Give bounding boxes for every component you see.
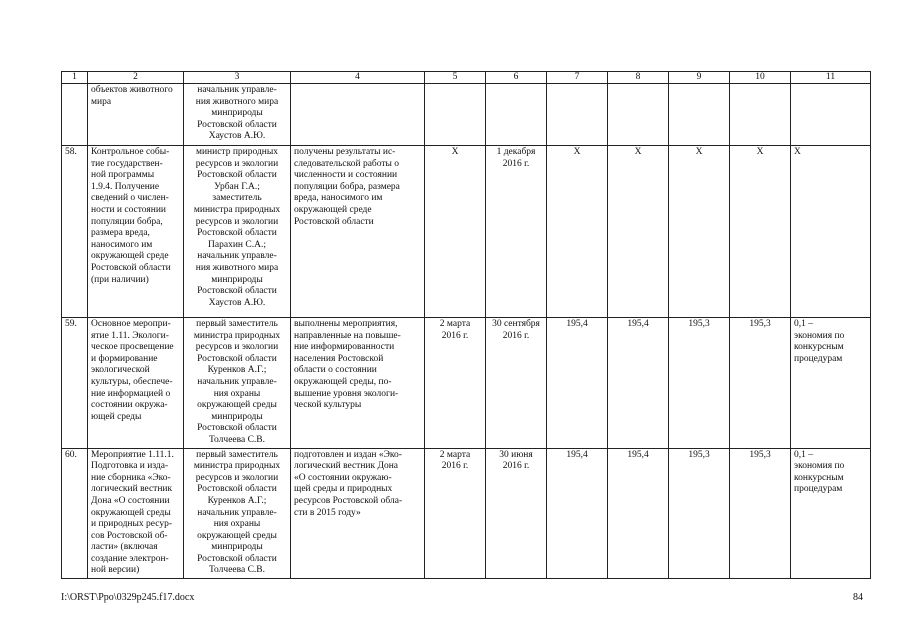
cell-responsible: министр природных ресурсов и экологии Ростовской области Урбан Г.А.; заместитель министра природных ресурсов и экологии Ростовской области Парахин С.А.; начальник управле- ния животного мира минприроды Ростовской области Хаустов А.Ю. bbox=[184, 146, 291, 318]
table-row bbox=[62, 318, 871, 449]
header-cell: 5 bbox=[425, 72, 486, 84]
cell-col11: 0,1 – экономия по конкурсным процедурам bbox=[791, 448, 871, 579]
cell-responsible: начальник управле- ния животного мира минприроды Ростовской области Хаустов А.Ю. bbox=[184, 84, 291, 146]
cell-col7: X bbox=[547, 146, 608, 318]
cell-col7: 195,4 bbox=[547, 318, 608, 449]
cell-col8: X bbox=[608, 146, 669, 318]
header-cell: 10 bbox=[730, 72, 791, 84]
cell-end-date: 30 июня 2016 г. bbox=[486, 448, 547, 579]
continuation-row bbox=[62, 84, 871, 146]
cell-col5 bbox=[425, 84, 486, 146]
cell-end-date: 1 декабря 2016 г. bbox=[486, 146, 547, 318]
header-cell: 7 bbox=[547, 72, 608, 84]
cell-result: подготовлен и издан «Эко- логический вестник Дона «О состоянии окружаю- щей среды и природных ресурсов Ростовской обла- сти в 2015 году» bbox=[291, 448, 425, 579]
footer-file-path: I:\ORST\Ppo\0329p245.f17.docx bbox=[61, 592, 195, 603]
table-row bbox=[62, 448, 871, 579]
table-header-row bbox=[62, 72, 871, 84]
header-cell: 8 bbox=[608, 72, 669, 84]
cell-col9: 195,3 bbox=[669, 448, 730, 579]
cell-col8: 195,4 bbox=[608, 448, 669, 579]
cell-col10: X bbox=[730, 146, 791, 318]
cell-col11 bbox=[791, 84, 871, 146]
table-row bbox=[62, 146, 871, 318]
cell-col6 bbox=[486, 84, 547, 146]
cell-start-date: 2 марта 2016 г. bbox=[425, 318, 486, 449]
header-cell: 2 bbox=[88, 72, 184, 84]
cell-start-date: X bbox=[425, 146, 486, 318]
cell-name: Мероприятие 1.11.1. Подготовка и изда- ние сборника «Эко- логический вестник Дона «О состоянии окружающей среды и природных ресур- сов Ростовской об- ласти» (включая создание электрон- ной версии) bbox=[88, 448, 184, 579]
cell-col9 bbox=[669, 84, 730, 146]
header-cell: 9 bbox=[669, 72, 730, 84]
header-cell: 1 bbox=[62, 72, 88, 84]
cell-num bbox=[62, 84, 88, 146]
cell-name: объектов животного мира bbox=[88, 84, 184, 146]
cell-col8 bbox=[608, 84, 669, 146]
cell-name: Основное меропри- ятие 1.11. Экологи- ческое просвещение и формирование экологической культуры, обеспече- ние информацией о состоянии окружа- ющей среды bbox=[88, 318, 184, 449]
cell-col9: 195,3 bbox=[669, 318, 730, 449]
cell-responsible: первый заместитель министра природных ресурсов и экологии Ростовской области Куренков А.Г.; начальник управле- ния охраны окружающей среды минприроды Ростовской области Толчеева С.В. bbox=[184, 318, 291, 449]
header-cell: 6 bbox=[486, 72, 547, 84]
header-cell: 3 bbox=[184, 72, 291, 84]
cell-start-date: 2 марта 2016 г. bbox=[425, 448, 486, 579]
report-table bbox=[61, 71, 871, 579]
cell-num: 59. bbox=[62, 318, 88, 449]
cell-result bbox=[291, 84, 425, 146]
footer-page-number: 84 bbox=[853, 592, 863, 603]
cell-num: 58. bbox=[62, 146, 88, 318]
cell-col10: 195,3 bbox=[730, 318, 791, 449]
cell-col9: X bbox=[669, 146, 730, 318]
cell-result: получены результаты ис- следовательской работы о численности и состоянии популяции бобра, размера вреда, наносимого им окружающей среде Ростовской области bbox=[291, 146, 425, 318]
cell-col11: X bbox=[791, 146, 871, 318]
cell-num: 60. bbox=[62, 448, 88, 579]
table-body bbox=[62, 72, 871, 579]
cell-result: выполнены мероприятия, направленные на повыше- ние информированности населения Ростовской области о состоянии окружающей среды, по- вышение уровня экологи- ческой культуры bbox=[291, 318, 425, 449]
cell-col10 bbox=[730, 84, 791, 146]
cell-col11: 0,1 – экономия по конкурсным процедурам bbox=[791, 318, 871, 449]
cell-end-date: 30 сентября 2016 г. bbox=[486, 318, 547, 449]
cell-name: Контрольное собы- тие государствен- ной программы 1.9.4. Получение сведений о числен- ности и состоянии популяции бобра, размера вреда, наносимого им окружающей среде Ростовской области (при наличии) bbox=[88, 146, 184, 318]
cell-responsible: первый заместитель министра природных ресурсов и экологии Ростовской области Куренков А.Г.; начальник управле- ния охраны окружающей среды минприроды Ростовской области Толчеева С.В. bbox=[184, 448, 291, 579]
cell-col10: 195,3 bbox=[730, 448, 791, 579]
header-cell: 11 bbox=[791, 72, 871, 84]
header-cell: 4 bbox=[291, 72, 425, 84]
cell-col7 bbox=[547, 84, 608, 146]
cell-col7: 195,4 bbox=[547, 448, 608, 579]
cell-col8: 195,4 bbox=[608, 318, 669, 449]
